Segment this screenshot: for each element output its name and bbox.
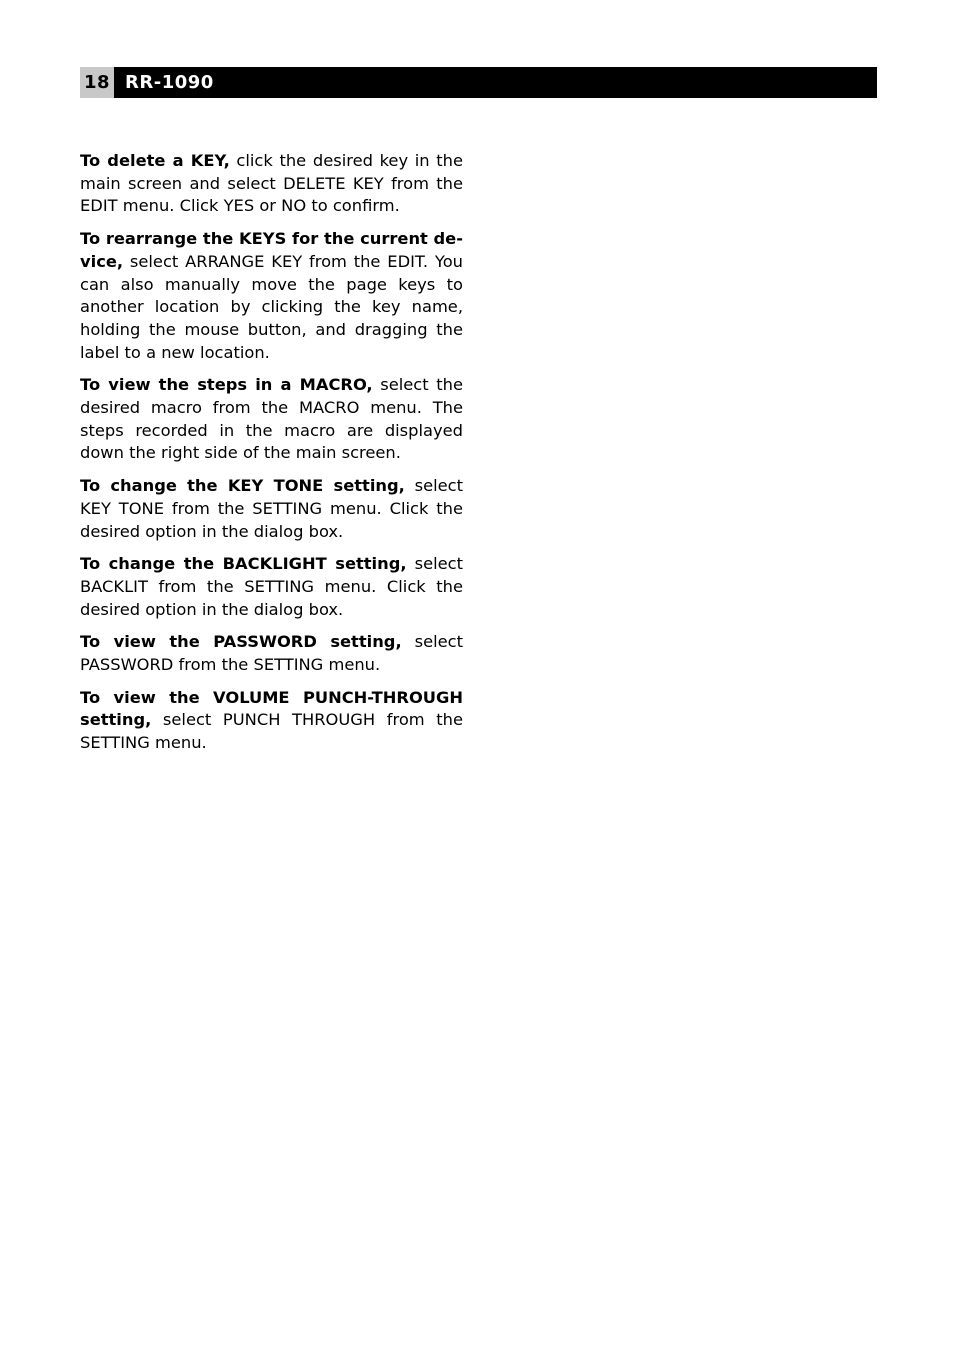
instruction-body: click the desired key in the main screen and select DELETE KEY from the EDIT menu. Click YES or NO to confirm. — [80, 151, 463, 216]
instruction-lead: To view the VOLUME PUNCH-THROUGH setting, — [80, 687, 463, 730]
instruction-lead: To rearrange the KEYS for the current device, — [80, 229, 463, 271]
instruction-lead: To change the KEY TONE setting, — [80, 476, 405, 496]
instruction-paragraph-volume-punch-through — [80, 687, 463, 755]
instruction-lead: To view the steps in a MACRO, — [80, 375, 373, 395]
instruction-body: select PUNCH THROUGH from the SETTING menu. — [80, 710, 463, 753]
instruction-paragraph-key-tone — [80, 475, 463, 543]
instruction-lead: To change the BACKLIGHT setting, — [80, 554, 407, 574]
instruction-paragraph-view-macro — [80, 374, 463, 465]
instruction-lead: To delete a KEY, — [80, 151, 230, 170]
instruction-body: select PASSWORD from the SETTING menu. — [80, 632, 463, 675]
instructions-column — [80, 150, 463, 765]
instruction-paragraph-backlight — [80, 553, 463, 621]
instruction-lead: To view the PASSWORD setting, — [80, 632, 402, 652]
instruction-body: select ARRANGE KEY from the EDIT. You can also manually move the page keys to another location by clicking the key name, holding the mouse button, and dragging the label to a new location. — [80, 251, 463, 362]
instruction-body: select BACKLIT from the SETTING menu. Click the desired option in the dialog box. — [80, 554, 463, 619]
instruction-body: select KEY TONE from the SETTING menu. Click the desired option in the dialog box. — [80, 476, 463, 541]
instruction-paragraph-password — [80, 631, 463, 676]
document-title: RR-1090 — [114, 67, 877, 98]
page-header — [80, 67, 877, 98]
instruction-paragraph-rearrange-keys — [80, 228, 463, 364]
instruction-paragraph-delete-key — [80, 150, 463, 218]
instruction-body: select the desired macro from the MACRO menu. The steps recorded in the macro are displayed down the right side of the main screen. — [80, 375, 463, 463]
page-number: 18 — [80, 67, 114, 98]
